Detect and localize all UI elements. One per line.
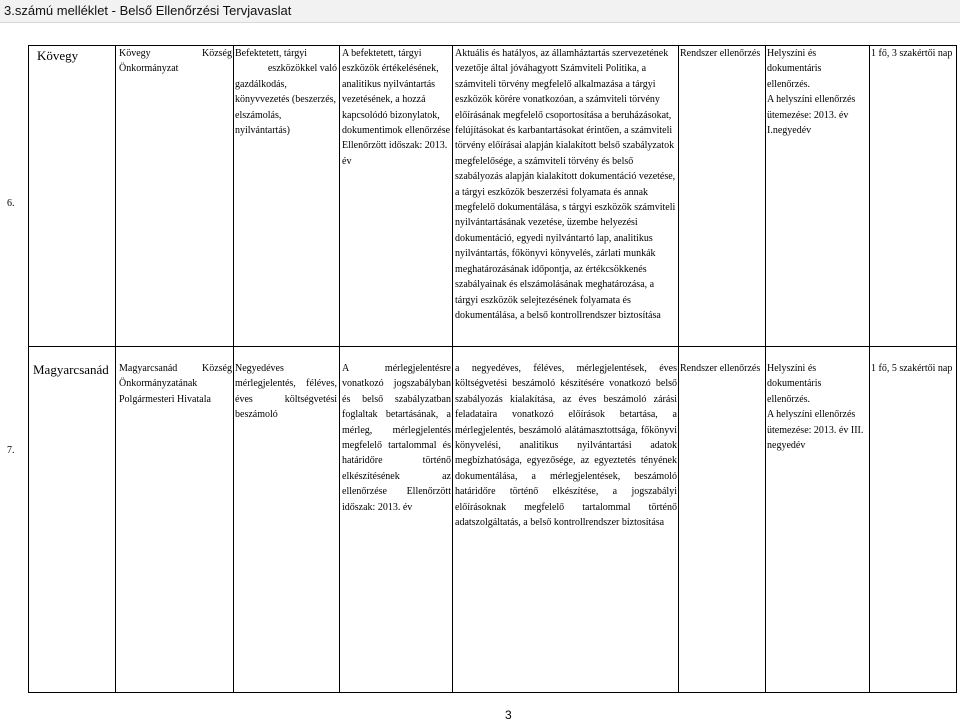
goal-line: vonatkozó jogszabályban: [342, 378, 451, 390]
method-line: A helyszíni ellenőrzés: [767, 94, 856, 106]
audit-type-cell: Rendszer ellenőrzés: [680, 48, 761, 59]
col-line: [339, 45, 340, 693]
row-divider: [28, 346, 957, 347]
col-line: [678, 45, 679, 693]
goal-line: év: [342, 155, 352, 167]
organization-name: Magyarcsanád: [119, 363, 178, 374]
subject-line: éves költségvetési: [235, 393, 337, 405]
risk-line: megbízhatósága, egyezősége, az egyeztetés tényének: [455, 455, 677, 467]
audit-type-cell: Rendszer ellenőrzés: [680, 363, 761, 374]
goal-line: vezetésének, a hozzá: [342, 94, 426, 106]
organization-type: Önkormányzat: [119, 63, 179, 75]
col-line: [28, 45, 29, 693]
audit-method-cell: [767, 46, 868, 138]
method-line: I.negyedév: [767, 125, 812, 137]
organization-kind: Község: [202, 48, 232, 59]
method-line: ütemezése: 2013. év III.: [767, 424, 864, 436]
col-line: [869, 45, 870, 693]
method-line: ellenőrzés.: [767, 393, 811, 405]
goal-line: A mérlegjelentésre: [342, 363, 451, 374]
goal-line: kapcsolódó bizonylatok,: [342, 109, 440, 121]
risk-line: számviteli törvény megfelelő alkalmazása a tárgyi: [455, 78, 656, 90]
goal-line: mérleg, mérlegjelentés: [342, 424, 451, 436]
page-number: 3: [505, 708, 512, 722]
row-number: 7.: [7, 445, 15, 456]
risk-line: adatszolgáltatás, a belső kontrollrendszer biztosítása: [455, 517, 665, 529]
method-line: dokumentáris: [767, 378, 822, 390]
subject-line: Negyedéves: [235, 363, 284, 374]
subject-line: nyilvántartás): [235, 125, 290, 137]
method-line: dokumentáris: [767, 63, 822, 75]
goal-line: időszak: 2013. év: [342, 501, 413, 513]
subject-line: Befektetett, tárgyi: [235, 48, 308, 59]
goal-line: analitikus nyilvántartás: [342, 78, 436, 90]
risk-line: törvény előírásai alapján kialakított belső szabályzatok: [455, 140, 675, 152]
organization-kind: Község: [202, 363, 232, 374]
risk-line: dokumentáció, egyedi nyilvántartó lap, analitikus: [455, 232, 653, 244]
risk-factors-cell: [455, 361, 677, 530]
risk-line: tárgyi eszközök selejtezésének folyamata és: [455, 294, 631, 306]
subject-line: eszközökkel való: [267, 63, 337, 75]
risk-line: előírásoknak megfelelő tartalommal történő: [455, 501, 677, 513]
risk-line: felújításokat és karbantartásokat érintően, a számviteli: [455, 125, 673, 137]
risk-line: vezetője által jóváhagyott Számviteli Politika, a: [455, 63, 647, 75]
goal-line: eszközök értékelésének,: [342, 63, 439, 75]
organization-cell: [119, 361, 232, 407]
risk-line: dokumentálása, a belső kontrollrendszer biztosítása: [455, 309, 661, 321]
risk-line: szabályozás kialakítása, az éves beszámoló zárási: [455, 393, 677, 405]
audit-method-cell: [767, 361, 868, 453]
goal-line: dokumentimok ellenőrzése: [342, 125, 451, 137]
method-line: A helyszíni ellenőrzés: [767, 409, 856, 421]
risk-line: határidőre történő elkészítése, a jogszabályi: [455, 486, 677, 498]
risk-line: megfelelősége, a számviteli törvény és belső: [455, 155, 634, 167]
goal-line: foglaltak betartásának, a: [342, 409, 451, 421]
goal-line: határidőre történő: [342, 455, 451, 467]
risk-line: előírásának megfelelő csoportosítása a beruházásokat,: [455, 109, 672, 121]
audit-subject-cell: [235, 361, 337, 423]
organization-type: Önkormányzatának: [119, 378, 198, 390]
risk-line: meghatározásának időpontja, az értékcsökkenés: [455, 263, 647, 275]
document-title: 3.számú melléklet - Belső Ellenőrzési Tervjavaslat: [4, 3, 292, 18]
organization-cell: [119, 46, 232, 77]
method-line: Helyszíni és: [767, 48, 817, 59]
risk-line: költségvetési beszámoló készítésére vonatkozó belső: [455, 378, 677, 390]
subject-line: mérlegjelentés, féléves,: [235, 378, 337, 390]
goal-line: és belső szabályzatban: [342, 393, 451, 405]
risk-line: a tárgyi eszközök beszerzési folyamata és annak: [455, 186, 649, 198]
method-line: ütemezése: 2013. év: [767, 109, 849, 121]
goal-line: elkészítésének az: [342, 470, 451, 482]
col-line: [115, 45, 116, 693]
method-line: negyedév: [767, 440, 806, 452]
risk-line: szabályozás alapján kialakított dokumentáció vezetése,: [455, 171, 676, 183]
capacity-cell: 1 fő, 3 szakértői nap: [871, 48, 953, 59]
capacity-cell: 1 fő, 5 szakértői nap: [871, 363, 953, 374]
entity-name: Kövegy: [37, 48, 79, 63]
risk-line: nyilvántartásának vezetése, üzembe helyezési: [455, 217, 638, 229]
risk-line: eszközök körére vonatkozóan, a számviteli törvény: [455, 94, 660, 106]
organization-office: Polgármesteri Hivatala: [119, 393, 211, 405]
risk-line: feladataira vonatkozó előírások betartása, a: [455, 409, 677, 421]
risk-line: Aktuális és hatályos, az államháztartás szervezetének: [455, 48, 669, 59]
col-line: [452, 45, 453, 693]
subject-line: beszámoló: [235, 409, 278, 421]
table-border-bottom: [28, 692, 957, 693]
risk-line: a negyedéves, féléves, mérlegjelentések, éves: [455, 363, 677, 374]
subject-line: könyvvezetés (beszerzés,: [235, 94, 337, 106]
col-line: [233, 45, 234, 693]
goal-line: ellenőrzése Ellenőrzött: [342, 486, 451, 498]
audit-subject-cell: [235, 46, 337, 138]
document-header-bar: [0, 0, 960, 23]
risk-factors-cell: [455, 46, 677, 323]
risk-line: mérlegjelentés, beszámoló alátámasztottsága, főkönyvi: [455, 424, 677, 436]
risk-line: könyvelési, analitikus nyilvántartási adatok: [455, 440, 677, 452]
goal-line: Ellenőrzött időszak: 2013.: [342, 140, 448, 152]
subject-line: elszámolás,: [235, 109, 282, 121]
organization-name: Kövegy: [119, 48, 151, 59]
subject-line: gazdálkodás,: [235, 78, 287, 90]
risk-line: nyilvántartás, főkönyvi könyvelés, zárlati munkák: [455, 248, 656, 260]
audit-goal-cell: [342, 46, 451, 169]
method-line: Helyszíni és: [767, 363, 817, 374]
goal-line: megfelelő tartalommal és: [342, 440, 451, 452]
goal-line: A befektetett, tárgyi: [342, 48, 422, 59]
entity-name: Magyarcsanád: [33, 362, 109, 377]
method-line: ellenőrzés.: [767, 78, 811, 90]
row-number: 6.: [7, 198, 15, 209]
risk-line: megfelelő dokumentálása, s tárgyi eszközök számviteli: [455, 202, 676, 214]
risk-line: dokumentálása, a mérlegjelentések, beszámoló: [455, 470, 677, 482]
risk-line: szabályainak és elszámolásának meghatározása, a: [455, 279, 655, 291]
audit-goal-cell: [342, 361, 451, 515]
